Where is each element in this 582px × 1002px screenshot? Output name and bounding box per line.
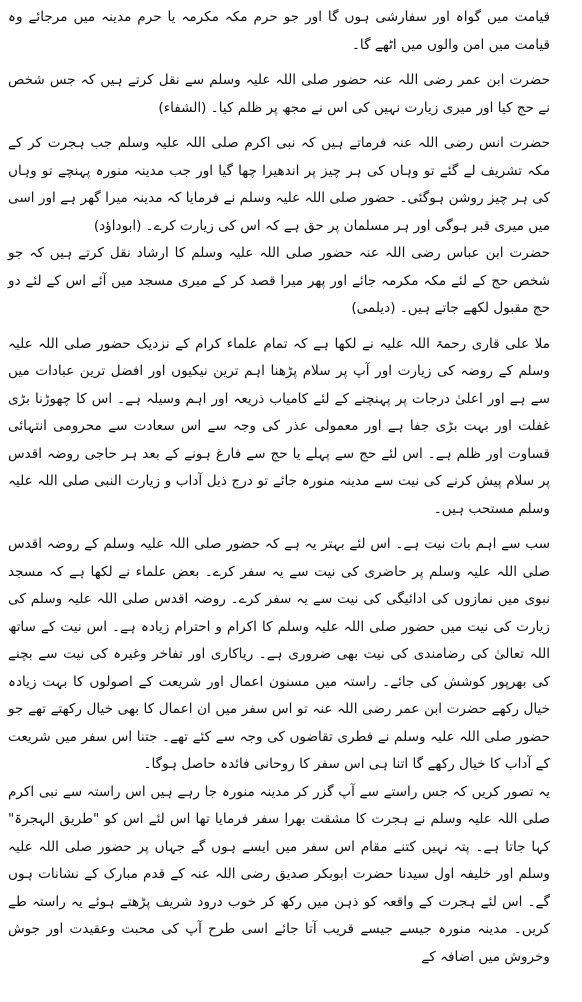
- paragraph-tariq-al-hijrah: یہ تصور کریں کہ جس راستے سے آپ گزر کر مدینہ منورہ جا رہے ہیں اس راستہ سے نبی اکرم صلی اللہ علیہ وسلم نے ہجرت کا مشقت بھرا سفر فرمایا تھا اس لئے اس کو "طریق الہجرۃ" کہا جاتا ہے۔ پتہ نہیں کتنے مقام اس سفر میں ایسے ہوں گے جہاں پر حضور صلی اللہ علیہ وسلم اور خلیفہ اول سیدنا حضرت ابوبکر صدیق رضی اللہ عنہ کے قدم مبارک کے نشانات ہوں گے۔ اس لئے ہجرت کے واقعہ کو ذہن میں رکھ کر خوب درود شریف پڑھتے ہوئے یہ راستہ طے کریں۔ مدینہ منورہ جیسے جیسے قریب آتا جائے اسی طرح آپ کی محبت وعقیدت اور جوش وخروش میں اضافہ کے: [8, 783, 550, 965]
- paragraph-ibn-abbas-hadith: حضرت ابن عباس رضی اللہ عنہ حضور صلی اللہ علیہ وسلم کا ارشاد نقل کرتے ہیں کہ جو شخص حج کے لئے مکہ مکرمہ جائے اور پھر میرا قصد کر کے میری مسجد میں آئے اس کے لئے دو حج مقبول لکھے جاتے ہیں۔ (دیلمی): [8, 245, 550, 316]
- paragraph-mulla-ali-qari: ملا علی قاری رحمۃ اللہ علیہ نے لکھا ہے کہ تمام علماء کرام کے نزدیک حضور صلی اللہ علیہ وسلم کے روضہ کی زیارت اور آپ پر سلام پڑھنا اہم ترین نیکیوں اور افضل ترین عبادات میں سے ہے اور اعلیٰ درجات پر پہنچنے کے لئے کامیاب ذریعہ اور اہم وسیلہ ہے۔ اس کا چھوڑنا بڑی غفلت اور بہت بڑی جفا ہے اور معمولی عذر کی وجہ سے اس سعادت سے محرومی انتہائی قساوت اور ظلم ہے۔ اس لئے حج سے پہلے یا حج سے فارغ ہونے کے بعد ہر حاجی روضہ اقدس پر سلام پیش کرنے کی نیت سے مدینہ منورہ جائے تو درج ذیل آداب و زیارت النبی صلی اللہ علیہ وسلم مستحب ہیں۔: [8, 335, 550, 517]
- paragraph-anas-hadith: حضرت انس رضی اللہ عنہ فرماتے ہیں کہ نبی اکرم صلی اللہ علیہ وسلم جب ہجرت کر کے مکہ تشریف لے گئے تو وہاں کی ہر چیز پر اندھیرا چھا گیا اور جب مدینہ منورہ پہنچے تو وہاں کی ہر چیز روشن ہوگئی۔ حضور صلی اللہ علیہ وسلم نے فرمایا کہ مدینہ میرا گھر ہے اور اسی میں میری قبر ہوگی اور ہر مسلمان پر حق ہے کہ اس کی زیارت کرے۔ (ابوداؤد): [8, 135, 550, 234]
- paragraph-ibn-umar-hadith: حضرت ابن عمر رضی اللہ عنہ حضور صلی اللہ علیہ وسلم سے نقل کرتے ہیں کہ جس شخص نے حج کیا اور میری زیارت نہیں کی اس نے مجھ پر ظلم کیا۔ (الشفاء): [8, 72, 550, 116]
- paragraph-niyyat: سب سے اہم بات نیت ہے۔ اس لئے بہتر یہ ہے کہ حضور صلی اللہ علیہ وسلم کے روضہ اقدس صلی اللہ علیہ وسلم پر حاضری کی نیت سے یہ سفر کرے۔ بعض علماء نے لکھا ہے کہ مسجد نبوی میں نمازوں کی ادائیگی کی نیت سے یہ سفر کرے۔ روضہ اقدس صلی اللہ علیہ وسلم کی زیارت کی نیت میں حضور صلی اللہ علیہ وسلم کا اکرام و احترام زیادہ ہے۔ اس نیت کے ساتھ اللہ تعالیٰ کی رضامندی کی نیت بھی ضروری ہے۔ ریاکاری اور تفاخر وغیرہ کی نیت سے بچنے کی بھرپور کوشش کی جائے۔ راستہ میں مسنون اعمال اور شریعت کے اصولوں کا بہت زیادہ خیال رکھے حضرت ابن عمر رضی اللہ عنہ تو اس سفر میں ان اعمال کا بھی خیال رکھتے تھے جو حضور صلی اللہ علیہ وسلم نے فطری تقاضوں کی وجہ سے کئے تھے۔ جتنا اس سفر میں شریعت کے آداب کا خیال رکھے گا اتنا ہی اس سفر کا روحانی فائدہ حاصل ہوگا۔: [8, 536, 550, 772]
- paragraph-qiyamat-witness: قیامت میں گواہ اور سفارشی ہوں گا اور جو حرم مکہ مکرمہ یا حرم مدینہ میں مرجائے وہ قیامت میں امن والوں میں اٹھے گا۔: [8, 9, 550, 53]
